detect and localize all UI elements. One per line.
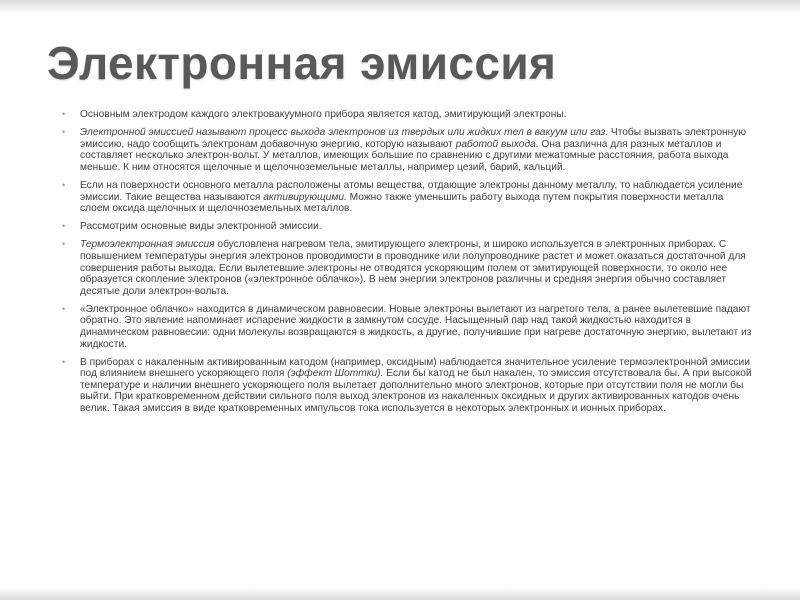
paragraph-text bbox=[80, 127, 746, 173]
text-run: Рассмотрим основные виды электронной эмиссии. bbox=[80, 221, 322, 233]
bullet-marker: • bbox=[62, 179, 66, 190]
paragraph-text bbox=[80, 221, 322, 232]
emphasized-term: работой выхода bbox=[455, 138, 536, 150]
text-run: Основным электродом каждого электровакуумного прибора является катод, эмитирующий электроны. bbox=[80, 109, 567, 120]
bullet-paragraph bbox=[62, 357, 752, 415]
bullet-paragraph bbox=[62, 109, 752, 121]
text-run: «Электронное облачко» находится в динамическом равновесии. Новые электроны вылетают из нагретого тела, а ранее вылетевшие падают обратно. Это явление напоминает испарение жидкости в замкнутом сосуде. Насыщенный пар над такой жидкостью находится в динамическом равновесии: одни молекулы возвращаются в жидкость, а другие, получившие при нагреве достаточную энергию, вылетают из жидкости. bbox=[80, 303, 752, 350]
bullet-marker: • bbox=[62, 127, 66, 138]
bullet-marker: • bbox=[62, 109, 66, 119]
top-edge-shadow bbox=[0, 0, 800, 14]
text-run: Чтобы вызвать электронную эмиссию, надо сообщить электронам добавочную энергию, которую называют bbox=[80, 127, 746, 150]
bullet-paragraph bbox=[62, 127, 752, 173]
bullet-paragraph bbox=[62, 221, 752, 233]
emphasized-term: Термоэлектронная эмиссия bbox=[80, 239, 215, 251]
bullet-marker: • bbox=[62, 239, 66, 250]
text-run: В приборах с накаленным активированным катодом (например, оксидным) наблюдается значительное усиление термоэлектронной эмиссии под влиянием внешнего ускоряющего поля bbox=[80, 356, 750, 380]
slide-body bbox=[62, 109, 752, 421]
paragraph-text bbox=[80, 304, 751, 350]
slide-title: Электронная эмиссия bbox=[47, 37, 557, 89]
emphasized-term: активирующими. bbox=[263, 191, 347, 203]
text-run: обусловлена нагревом тела, эмитирующего электроны, и широко используется в электронных приборах. С повышением температуры энергия электронов проводимости в проводнике или полупроводнике растет и может оказаться достаточной для совершения работы выхода. Если вылетевшие электроны не отводятся ускоряющим полем от эмитирующей поверхности, то около нее образуется скопление электронов («электронное облачко»). В нем энергии электронов различны и средняя энергия обычно составляет десятые доли электрон-вольта. bbox=[80, 239, 746, 297]
bullet-marker: • bbox=[62, 303, 66, 314]
bottom-edge-shadow bbox=[0, 586, 800, 600]
text-run: . Она различна для разных металлов и составляет несколько электрон-вольт. У металлов, имеющих большие по сравнению с другими межатомные расстояния, работа выхода меньше. К ним относятся щелочные и щелочноземельные металлы, например цезий, барий, кальций. bbox=[80, 138, 729, 173]
emphasized-term: (эффект Шоттки). bbox=[287, 368, 384, 380]
paragraph-text bbox=[80, 357, 752, 414]
paragraph-text bbox=[80, 239, 746, 296]
paragraph-text bbox=[80, 109, 566, 120]
bullet-marker: • bbox=[62, 356, 66, 367]
bullet-paragraph bbox=[62, 239, 752, 297]
bullet-paragraph bbox=[62, 304, 752, 350]
text-run: Если бы катод не был накален, то эмиссия отсутствовала бы. А при высокой температуре и наличии внешнего ускоряющего поля вылетает дополнительно много электронов, которые при отсутствии поля не могли бы выйти. При кратковременном действии сильного поля выход электронов из накаленных оксидных и других активированных катодов очень велик. Такая эмиссия в виде кратковременных импульсов тока используется в некоторых электронных и ионных приборах. bbox=[80, 368, 752, 415]
text-run: Если на поверхности основного металла расположены атомы вещества, отдающие электроны данному металлу, то наблюдается усиление эмиссии. Такие вещества называются bbox=[80, 179, 743, 203]
bullet-paragraph bbox=[62, 180, 752, 215]
text-run: Можно также уменьшить работу выхода путем покрытия поверхности металла слоем оксида щелочных и щелочноземельных металлов. bbox=[80, 191, 724, 215]
paragraph-text bbox=[80, 180, 742, 214]
bullet-marker: • bbox=[62, 221, 66, 232]
emphasized-term: Электронной эмиссией называют процесс выхода электронов из твердых или жидких тел в вакуум или газ. bbox=[80, 127, 609, 139]
